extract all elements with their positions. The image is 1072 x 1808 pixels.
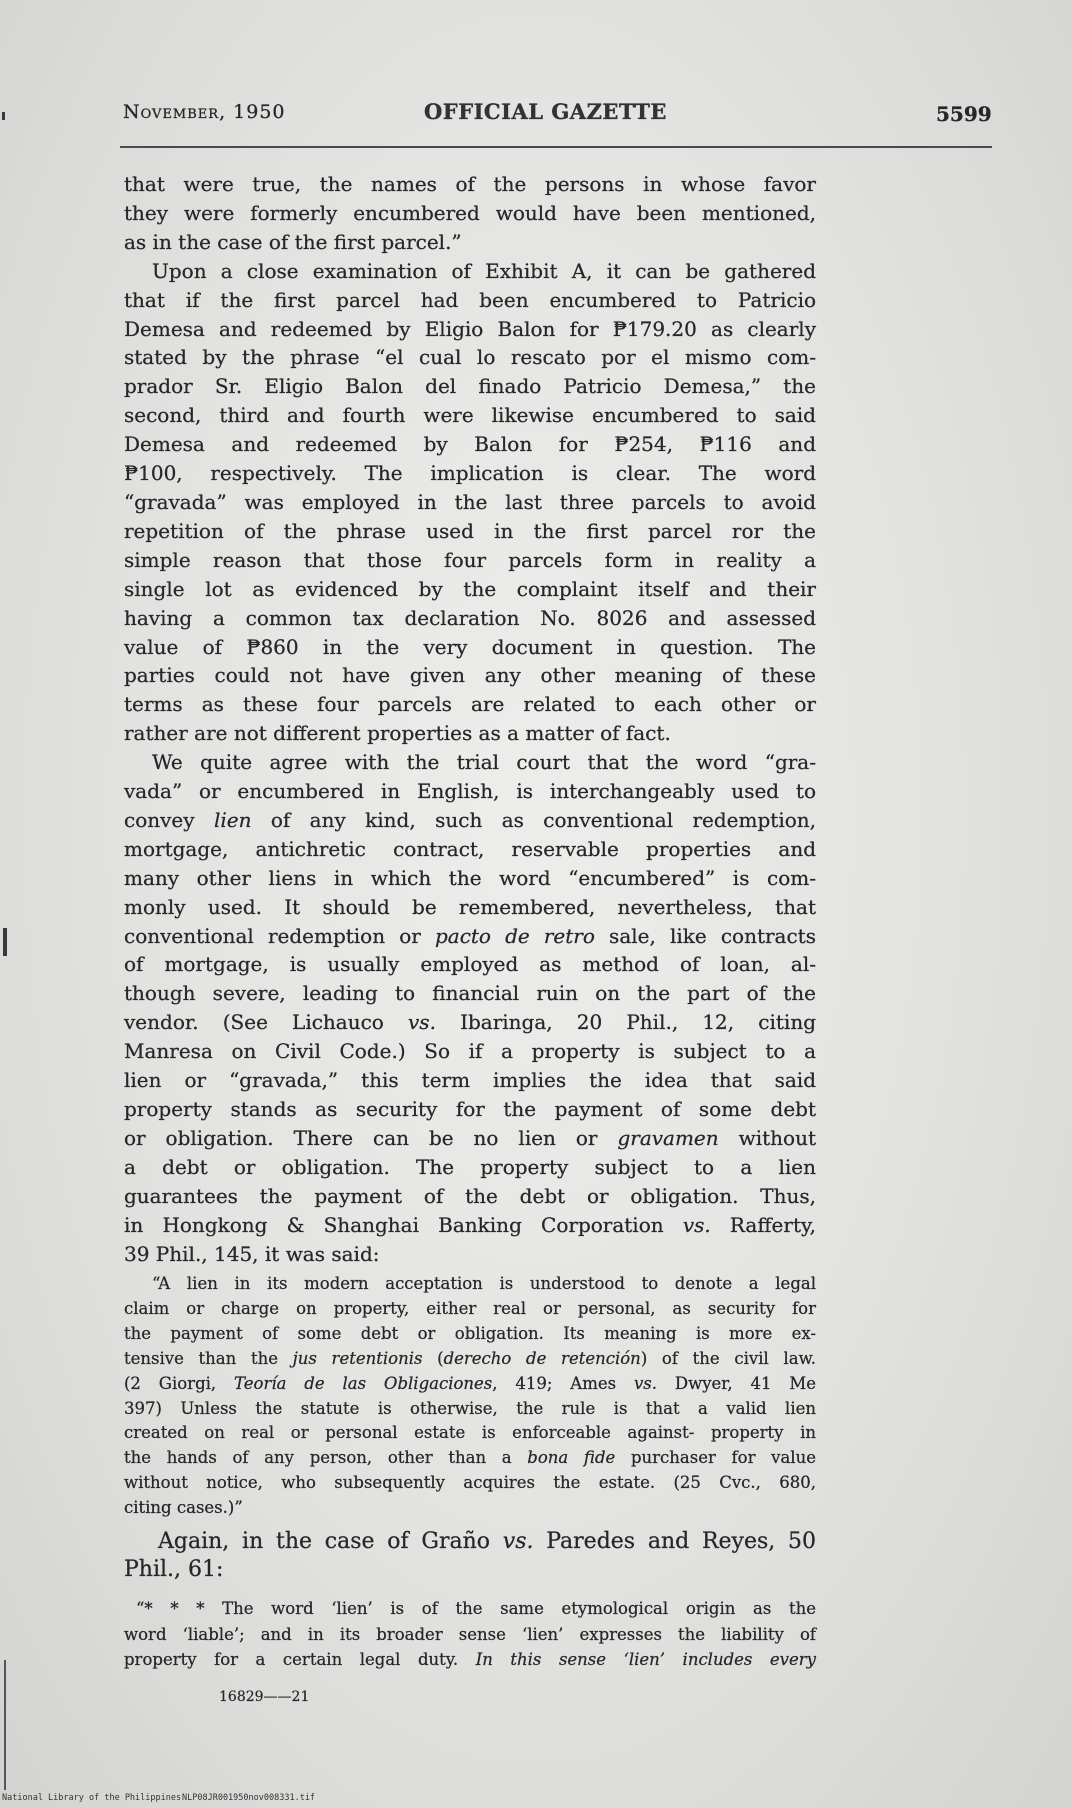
paragraph-continued	[124, 170, 816, 257]
italic-text-segment: bona fide	[527, 1448, 616, 1468]
italic-text-segment: Teoría de las Obligaciones	[234, 1373, 493, 1393]
text-segment: without	[718, 1125, 817, 1150]
block-quote-rafferty	[124, 1272, 816, 1521]
header-date: November, 1950	[123, 101, 286, 123]
text-line: repetition of the phrase used in the first parcel ror the	[124, 518, 816, 543]
text-line	[124, 1446, 816, 1471]
text-line: that were true, the names of the persons in whose favor	[124, 172, 816, 196]
text-segment: Again, in the case of Graño	[158, 1529, 503, 1554]
text-line: mortgage, antichretic contract, reservable properties and	[124, 836, 816, 861]
text-segment: or obligation. There can be no lien or	[124, 1125, 618, 1150]
text-segment: purchaser for value	[615, 1448, 816, 1468]
text-line: Upon a close examination of Exhibit A, it can be gathered	[152, 258, 816, 283]
text-line: We quite agree with the trial court that the word “gra-	[152, 750, 816, 775]
text-line: “* * * The word ‘lien’ is of the same etymological origin as the	[136, 1599, 816, 1618]
scan-edge-mark	[2, 112, 5, 120]
text-line: they were formerly encumbered would have been mentioned,	[124, 200, 816, 225]
text-segment: ) of the civil law.	[640, 1348, 816, 1368]
text-line: “A lien in its modern acceptation is understood to denote a legal	[152, 1274, 816, 1293]
paragraph-exhibit-a	[124, 257, 816, 748]
body-text	[124, 170, 816, 1268]
text-line: value of ₱860 in the very document in question. The	[124, 634, 816, 659]
scan-footer-filename: NLP08JR001950nov008331.tif	[182, 1793, 316, 1803]
italic-text-segment: vs.	[408, 1010, 436, 1035]
scan-footer-library: National Library of the Philippines	[2, 1793, 182, 1803]
text-line: monly used. It should be remembered, nevertheless, that	[124, 894, 816, 919]
text-line: word ‘liable’; and in its broader sense ‘lien’ expresses the liability of	[124, 1624, 816, 1644]
text-line: though severe, leading to financial ruin on the part of the	[124, 981, 816, 1006]
text-line: citing cases.)”	[124, 1498, 243, 1518]
text-segment: sale, like contracts	[594, 923, 816, 948]
text-line: guarantees the payment of the debt or obligation. Thus,	[124, 1183, 816, 1208]
text-segment: conventional redemption or	[124, 923, 435, 948]
text-line: created on real or personal estate is enforceable against- property in	[124, 1423, 816, 1443]
text-segment: tensive than the	[124, 1348, 293, 1368]
text-line: Phil., 61:	[124, 1557, 224, 1582]
text-segment: Rafferty,	[710, 1212, 816, 1237]
text-segment: in Hongkong & Shanghai Banking Corporation	[124, 1212, 683, 1237]
text-segment: Paredes and Reyes, 50	[533, 1529, 817, 1554]
text-line	[124, 1647, 816, 1673]
text-line: single lot as evidenced by the complaint itself and their	[124, 576, 816, 601]
block-quote-grano	[124, 1596, 816, 1673]
text-line: of mortgage, is usually employed as method of loan, al-	[124, 952, 816, 977]
text-line: lien or “gravada,” this term implies the idea that said	[124, 1068, 816, 1093]
signature-mark: 16829——21	[219, 1689, 310, 1705]
text-line: stated by the phrase “el cual lo rescato por el mismo com-	[124, 345, 816, 370]
header-rule	[120, 146, 992, 148]
text-line: claim or charge on property, either real or personal, as security for	[124, 1298, 816, 1318]
text-line	[124, 1372, 816, 1397]
text-line: 397) Unless the statute is otherwise, the rule is that a valid lien	[124, 1398, 816, 1418]
italic-text-segment: lien	[213, 807, 252, 832]
header-publication-title: OFFICIAL GAZETTE	[424, 99, 667, 124]
text-segment: of any kind, such as conventional redemption,	[251, 807, 816, 832]
text-segment: (	[422, 1348, 444, 1368]
text-line	[124, 1008, 816, 1037]
text-line	[124, 922, 816, 951]
text-segment: the hands of any person, other than a	[124, 1448, 528, 1468]
text-line: as in the case of the first parcel.”	[124, 229, 462, 254]
text-line: without notice, who subsequently acquires the estate. (25 Cvc., 680,	[124, 1473, 816, 1493]
italic-text-segment: vs.	[682, 1212, 711, 1237]
paragraph-gravada	[124, 748, 816, 1268]
text-line: ₱100, respectively. The implication is clear. The word	[124, 461, 816, 486]
text-line: property stands as security for the payment of some debt	[124, 1097, 816, 1121]
italic-text-segment: vs.	[633, 1373, 657, 1393]
text-line: Manresa on Civil Code.) So if a property is subject to a	[124, 1039, 816, 1064]
text-line: Demesa and redeemed by Eligio Balon for ₱179.20 as clearly	[124, 316, 816, 341]
text-line	[124, 1211, 816, 1240]
text-line: prador Sr. Eligio Balon del finado Patricio Demesa,” the	[124, 374, 816, 399]
text-line	[124, 1347, 816, 1372]
italic-text-segment: pacto de retro	[434, 923, 595, 948]
italic-text-segment: derecho de retención	[443, 1348, 641, 1368]
text-line: terms as these four parcels are related to each other or	[124, 692, 816, 717]
text-line: the payment of some debt or obligation. Its meaning is more ex-	[124, 1323, 816, 1343]
text-line	[124, 1528, 816, 1556]
text-line: “gravada” was employed in the last three parcels to avoid	[124, 489, 816, 514]
text-line: having a common tax declaration No. 8026 and assessed	[124, 605, 816, 630]
text-line	[124, 1124, 816, 1153]
page-number: 5599	[936, 102, 992, 126]
italic-text-segment: vs.	[502, 1529, 534, 1554]
italic-text-segment: jus retentionis	[292, 1348, 423, 1368]
text-line: a debt or obligation. The property subject to a lien	[124, 1154, 816, 1179]
italic-text-segment: In this sense ‘lien’ includes every	[475, 1650, 816, 1669]
text-segment: Dwyer, 41 Me	[657, 1373, 816, 1393]
text-segment: (2 Giorgi,	[124, 1373, 235, 1393]
text-line: vada” or encumbered in English, is interchangeably used to	[124, 779, 816, 804]
paragraph-again	[124, 1528, 816, 1584]
italic-text-segment: gravamen	[617, 1125, 719, 1150]
text-line: parties could not have given any other meaning of these	[124, 663, 816, 688]
text-segment: Ibaringa, 20 Phil., 12, citing	[435, 1010, 816, 1035]
text-line: many other liens in which the word “encumbered” is com-	[124, 865, 816, 890]
text-segment: , 419; Ames	[492, 1373, 634, 1393]
text-segment: convey	[124, 807, 214, 832]
text-line: Demesa and redeemed by Balon for ₱254, ₱116 and	[124, 432, 816, 457]
text-line: second, third and fourth were likewise encumbered to said	[124, 403, 816, 428]
scan-edge-mark	[3, 928, 7, 956]
text-line: simple reason that those four parcels form in reality a	[124, 547, 816, 572]
scan-edge-mark	[4, 1660, 6, 1790]
text-segment: property for a certain legal duty.	[124, 1650, 476, 1669]
text-segment: vendor. (See Lichauco	[124, 1010, 408, 1035]
text-line: that if the first parcel had been encumbered to Patricio	[124, 287, 816, 312]
text-line	[124, 806, 816, 835]
text-line: 39 Phil., 145, it was said:	[124, 1241, 380, 1266]
text-line: rather are not different properties as a matter of fact.	[124, 721, 671, 746]
